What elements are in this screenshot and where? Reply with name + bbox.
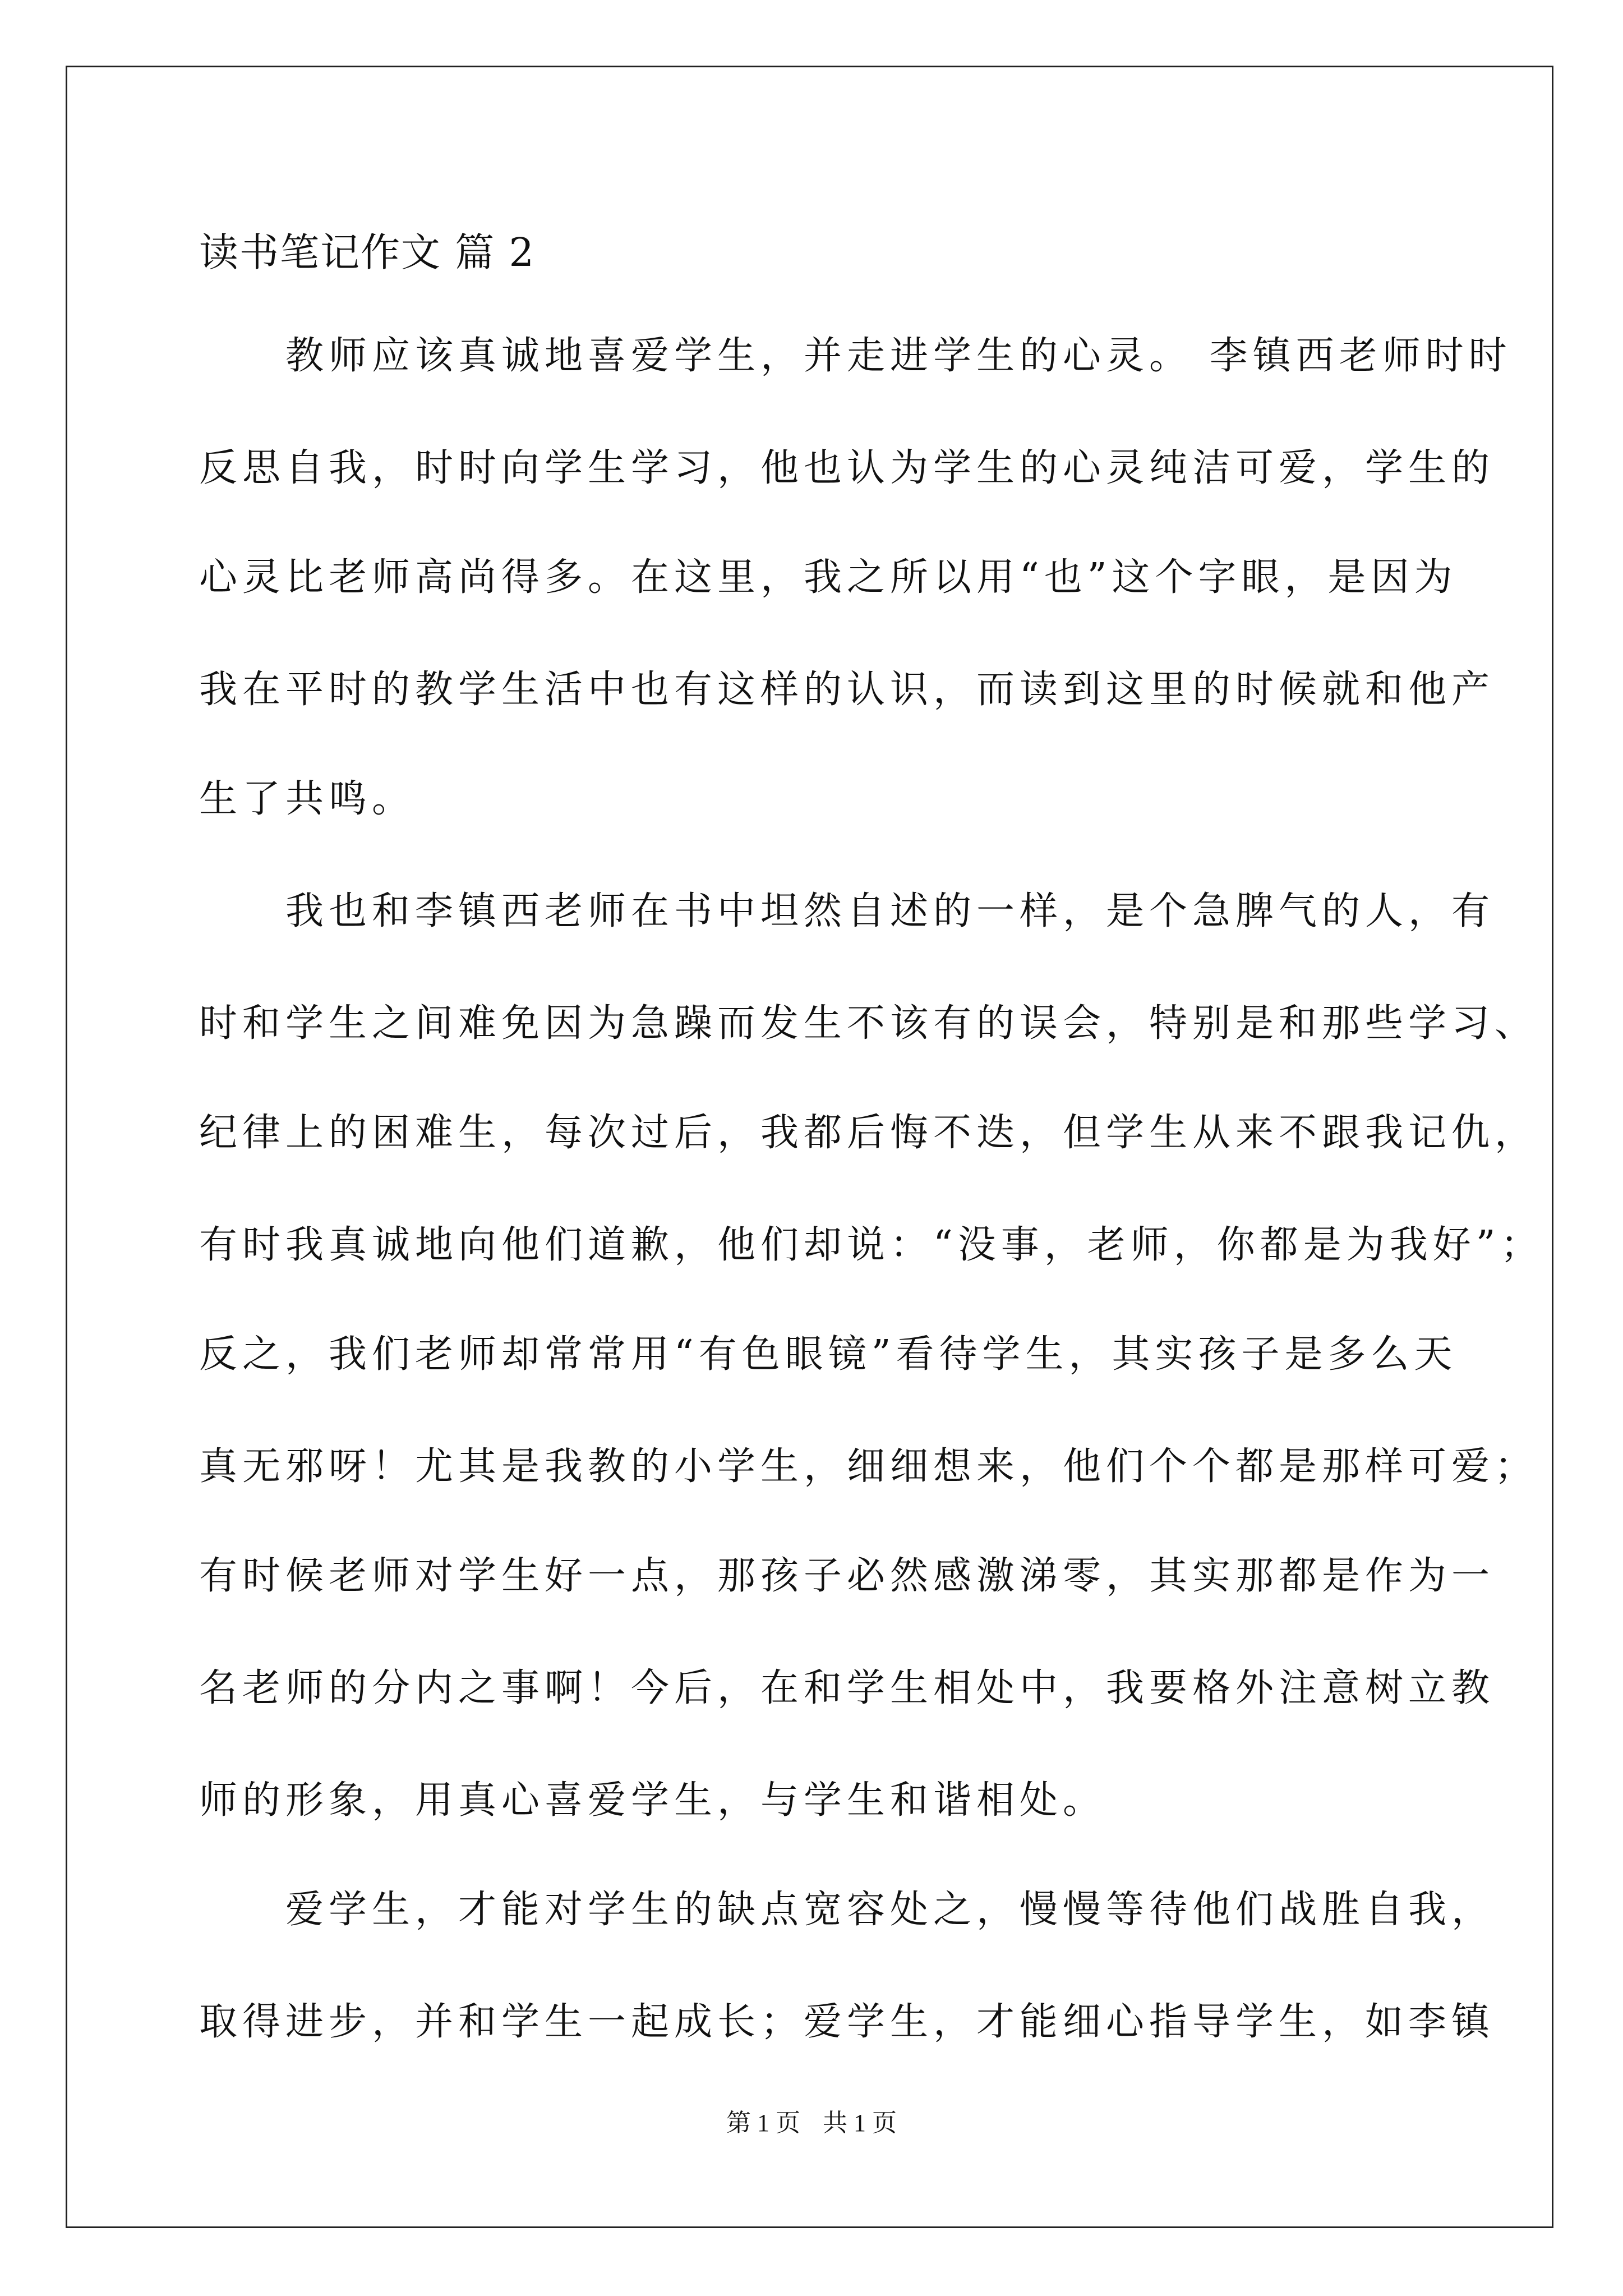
text-line: 有时候老师对学生好一点，那孩子必然感激涕零，其实那都是作为一 [199,1554,1495,1598]
document-title: 读书笔记作文 篇 2 [199,229,536,275]
text-line: 取得进步，并和学生一起成长；爱学生，才能细心指导学生，如李镇 [199,2000,1495,2044]
page-total: 共 1 页 [823,2109,897,2137]
page-number: 第 1 页 [726,2109,800,2137]
text-line: 反思自我，时时向学生学习，他也认为学生的心灵纯洁可爱，学生的 [199,446,1495,490]
text-line: 师的形象，用真心喜爱学生，与学生和谐相处。 [199,1778,1106,1823]
text-line: 我也和李镇西老师在书中坦然自述的一样，是个急脾气的人，有 [199,889,1495,933]
text-line: 有时我真诚地向他们道歉，他们却说：“没事，老师，你都是为我好”； [199,1223,1544,1267]
text-line: 我在平时的教学生活中也有这样的认识，而读到这里的时候就和他产 [199,668,1495,712]
text-line: 反之，我们老师却常常用“有色眼镜”看待学生，其实孩子是多么天 [199,1332,1458,1377]
text-line: 真无邪呀！尤其是我教的小学生，细细想来，他们个个都是那样可爱； [199,1444,1538,1489]
text-line: 时和学生之间难免因为急躁而发生不该有的误会，特别是和那些学习、 [199,1001,1538,1046]
text-line: 教师应该真诚地喜爱学生，并走进学生的心灵。 李镇西老师时时 [199,334,1512,378]
text-line: 名老师的分内之事啊！今后，在和学生相处中，我要格外注意树立教 [199,1666,1495,1710]
text-line: 生了共鸣。 [199,777,416,821]
page-footer [0,2106,1623,2140]
text-line: 心灵比老师高尚得多。在这里，我之所以用“也”这个字眼，是因为 [199,555,1458,600]
text-line: 纪律上的困难生，每次过后，我都后悔不迭，但学生从来不跟我记仇， [199,1111,1538,1155]
text-line: 爱学生，才能对学生的缺点宽容处之，慢慢等待他们战胜自我， [199,1888,1495,1932]
